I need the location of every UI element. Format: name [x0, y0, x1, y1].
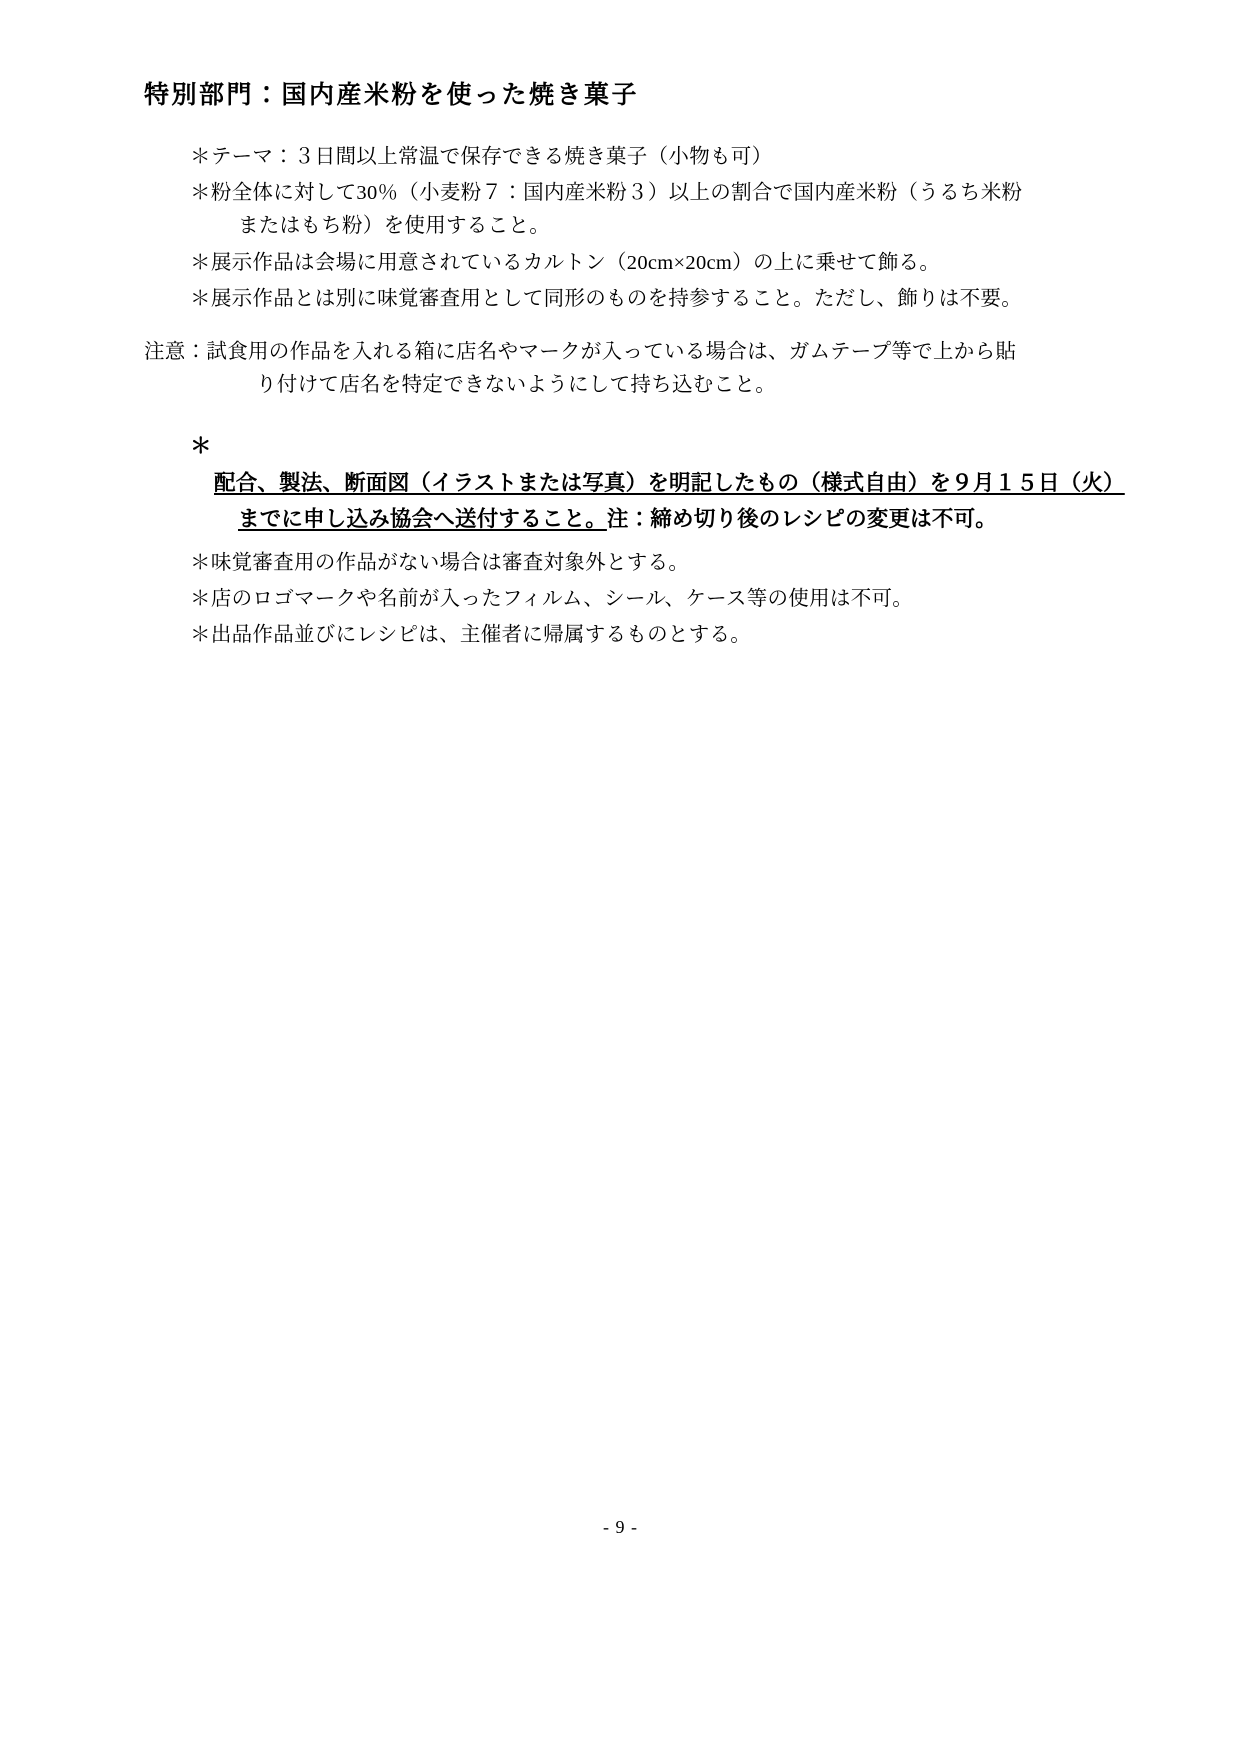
emphasis-line-1: 配合、製法、断面図（イラストまたは写真）を明記したもの（様式自由）を９月１５日（火） — [214, 470, 1125, 495]
list-item-line: 展示作品は会場に用意されているカルトン（20cm×20cm）の上に乗せて飾る。 — [210, 251, 941, 274]
emphasis-line-2-plain: 注：締め切り後のレシピの変更は不可。 — [606, 506, 997, 531]
list-item-line: 粉全体に対して30％（小麦粉７：国内産米粉３）以上の割合で国内産米粉（うるち米粉 — [210, 182, 1023, 205]
note-body — [144, 336, 1121, 402]
list-item — [190, 247, 1121, 280]
rules-list — [120, 141, 1121, 316]
bullet-marker: ＊ — [190, 251, 211, 274]
bullet-marker: ＊ — [190, 434, 212, 459]
emphasis-block — [190, 428, 1125, 536]
list-item — [190, 283, 1121, 316]
bullet-marker: ＊ — [190, 146, 211, 168]
list-item-line: またはもち粉）を使用すること。 — [238, 215, 550, 238]
note-block — [144, 336, 1121, 402]
page-title: 特別部門：国内産米粉を使った焼き菓子 — [144, 82, 640, 109]
bullet-marker: ＊ — [190, 624, 211, 647]
emphasis-line-2 — [214, 501, 1121, 537]
list-item — [190, 177, 1121, 243]
list-item-line: 店のロゴマークや名前が入ったフィルム、シール、ケース等の使用は不可。 — [210, 587, 914, 610]
note-first-line — [144, 336, 1121, 369]
tail-rules-list — [120, 547, 1121, 653]
list-item — [190, 619, 1121, 652]
bullet-marker: ＊ — [190, 587, 211, 610]
note-line: り付けて店名を特定できないようにして持ち込むこと。 — [256, 374, 776, 397]
list-item — [190, 583, 1121, 616]
list-item — [190, 141, 1121, 174]
list-item — [190, 547, 1121, 580]
page-number: - 9 - — [603, 1517, 638, 1537]
list-item-line: テーマ：３日間以上常温で保存できる焼き菓子（小物も可） — [210, 146, 773, 168]
bullet-marker: ＊ — [190, 551, 211, 574]
note-label: 注意： — [144, 341, 207, 364]
list-item-line: 出品作品並びにレシピは、主催者に帰属するものとする。 — [210, 624, 752, 647]
bullet-marker: ＊ — [190, 287, 211, 310]
bullet-marker: ＊ — [190, 182, 211, 205]
list-item-line: 味覚審査用の作品がない場合は審査対象外とする。 — [210, 551, 690, 574]
emphasis-line-2-underlined: までに申し込み協会へ送付すること。 — [238, 506, 607, 531]
list-item-line: 展示作品とは別に味覚審査用として同形のものを持参すること。ただし、飾りは不要。 — [210, 287, 1023, 310]
note-line: 試食用の作品を入れる箱に店名やマークが入っている場合は、ガムテープ等で上から貼 — [206, 341, 1017, 364]
